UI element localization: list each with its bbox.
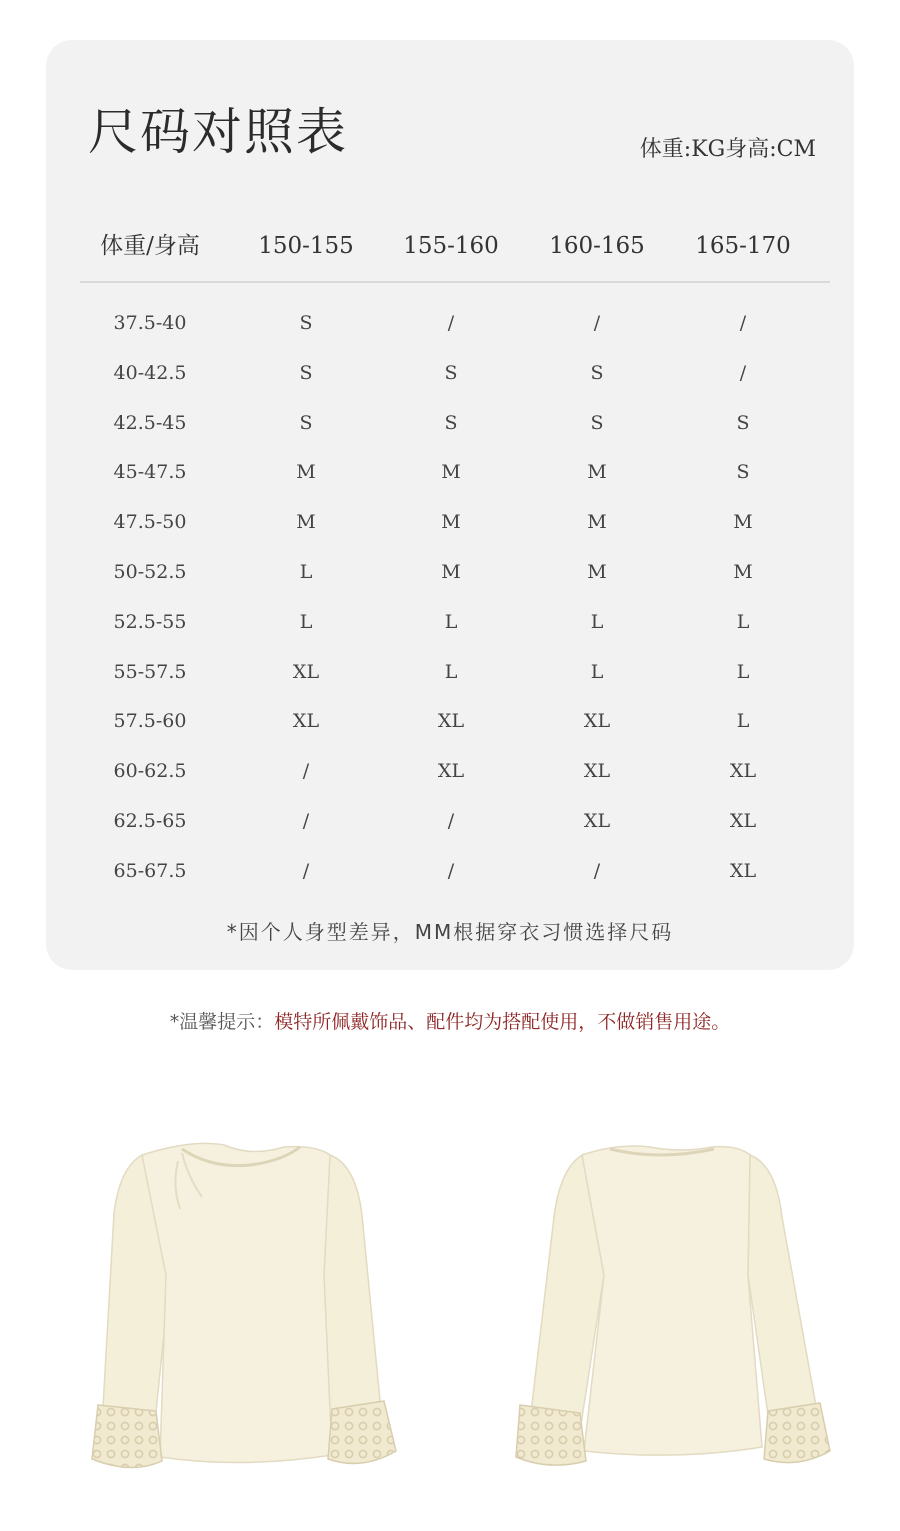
table-row xyxy=(80,657,830,707)
chart-title: 尺码对照表 xyxy=(88,103,348,161)
weight-range-cell: 52.5-55 xyxy=(113,610,187,633)
long-sleeve-top-back-icon xyxy=(500,1125,860,1485)
weight-range-cell: 47.5-50 xyxy=(113,511,187,534)
size-cell: / xyxy=(302,859,310,882)
size-cell: L xyxy=(590,610,604,633)
size-cell: M xyxy=(441,461,461,484)
long-sleeve-top-front-icon xyxy=(62,1125,422,1485)
size-cell: XL xyxy=(437,760,465,783)
table-row xyxy=(80,856,830,906)
header-cell: 150-155 xyxy=(258,233,354,259)
weight-range-cell: 45-47.5 xyxy=(113,461,187,484)
size-cell: L xyxy=(444,610,458,633)
size-cell: XL xyxy=(729,760,757,783)
size-cell: XL xyxy=(583,710,611,733)
size-cell: S xyxy=(299,361,313,384)
weight-range-cell: 50-52.5 xyxy=(113,560,187,583)
size-cell: M xyxy=(733,560,753,583)
size-cell: L xyxy=(299,610,313,633)
size-cell: M xyxy=(587,461,607,484)
table-row xyxy=(80,507,830,557)
size-cell: L xyxy=(590,660,604,683)
header-divider xyxy=(80,281,830,283)
size-cell: S xyxy=(736,411,750,434)
header-cell: 体重/身高 xyxy=(100,233,200,259)
size-cell: L xyxy=(736,610,750,633)
size-cell: S xyxy=(590,411,604,434)
weight-range-cell: 60-62.5 xyxy=(113,760,187,783)
size-cell: / xyxy=(447,809,455,832)
weight-range-cell: 37.5-40 xyxy=(113,312,187,334)
size-cell: XL xyxy=(292,660,320,683)
table-body xyxy=(80,308,830,906)
size-cell: S xyxy=(736,461,750,484)
weight-range-cell: 42.5-45 xyxy=(113,411,187,434)
size-cell: / xyxy=(593,312,601,334)
front-view-image xyxy=(62,1125,422,1485)
header-cell: 165-170 xyxy=(695,233,791,259)
table-row xyxy=(80,607,830,657)
size-cell: S xyxy=(444,361,458,384)
table-row xyxy=(80,756,830,806)
weight-range-cell: 40-42.5 xyxy=(113,361,187,384)
size-cell: / xyxy=(447,312,455,334)
size-cell: L xyxy=(444,660,458,683)
size-cell: / xyxy=(447,859,455,882)
size-cell: XL xyxy=(729,859,757,882)
size-cell: M xyxy=(587,511,607,534)
tip-line xyxy=(0,1008,900,1036)
size-cell: / xyxy=(593,859,601,882)
size-cell: S xyxy=(444,411,458,434)
header-cell: 155-160 xyxy=(403,233,499,259)
size-cell: L xyxy=(299,560,313,583)
table-row xyxy=(80,557,830,607)
size-cell: XL xyxy=(437,710,465,733)
size-cell: XL xyxy=(729,809,757,832)
size-cell: / xyxy=(302,809,310,832)
size-chart-card xyxy=(46,40,854,970)
size-cell: L xyxy=(736,660,750,683)
weight-range-cell: 62.5-65 xyxy=(113,809,187,832)
size-cell: S xyxy=(590,361,604,384)
size-cell: M xyxy=(587,560,607,583)
tip-message: 模特所佩戴饰品、配件均为搭配使用，不做销售用途。 xyxy=(274,1011,731,1033)
table-row xyxy=(80,457,830,507)
size-cell: M xyxy=(296,461,316,484)
weight-range-cell: 65-67.5 xyxy=(113,859,187,882)
size-cell: L xyxy=(736,710,750,733)
size-cell: M xyxy=(441,511,461,534)
size-cell: XL xyxy=(292,710,320,733)
table-row xyxy=(80,308,830,358)
table-row xyxy=(80,806,830,856)
table-row xyxy=(80,358,830,408)
unit-label: 体重:KG身高:CM xyxy=(639,137,816,162)
table-header xyxy=(80,230,830,274)
size-cell: / xyxy=(739,312,747,334)
size-cell: / xyxy=(302,760,310,783)
size-cell: XL xyxy=(583,760,611,783)
weight-range-cell: 55-57.5 xyxy=(113,660,187,683)
table-row xyxy=(80,408,830,458)
size-cell: / xyxy=(739,361,747,384)
size-cell: XL xyxy=(583,809,611,832)
tip-lead: *温馨提示： xyxy=(169,1011,275,1033)
size-cell: S xyxy=(299,312,313,334)
fit-note: *因个人身型差异，MM根据穿衣习惯选择尺码 xyxy=(226,920,674,944)
size-cell: S xyxy=(299,411,313,434)
size-cell: M xyxy=(733,511,753,534)
header-cell: 160-165 xyxy=(549,233,645,259)
back-view-image xyxy=(500,1125,860,1485)
size-cell: M xyxy=(441,560,461,583)
size-cell: M xyxy=(296,511,316,534)
table-row xyxy=(80,706,830,756)
weight-range-cell: 57.5-60 xyxy=(113,710,187,733)
